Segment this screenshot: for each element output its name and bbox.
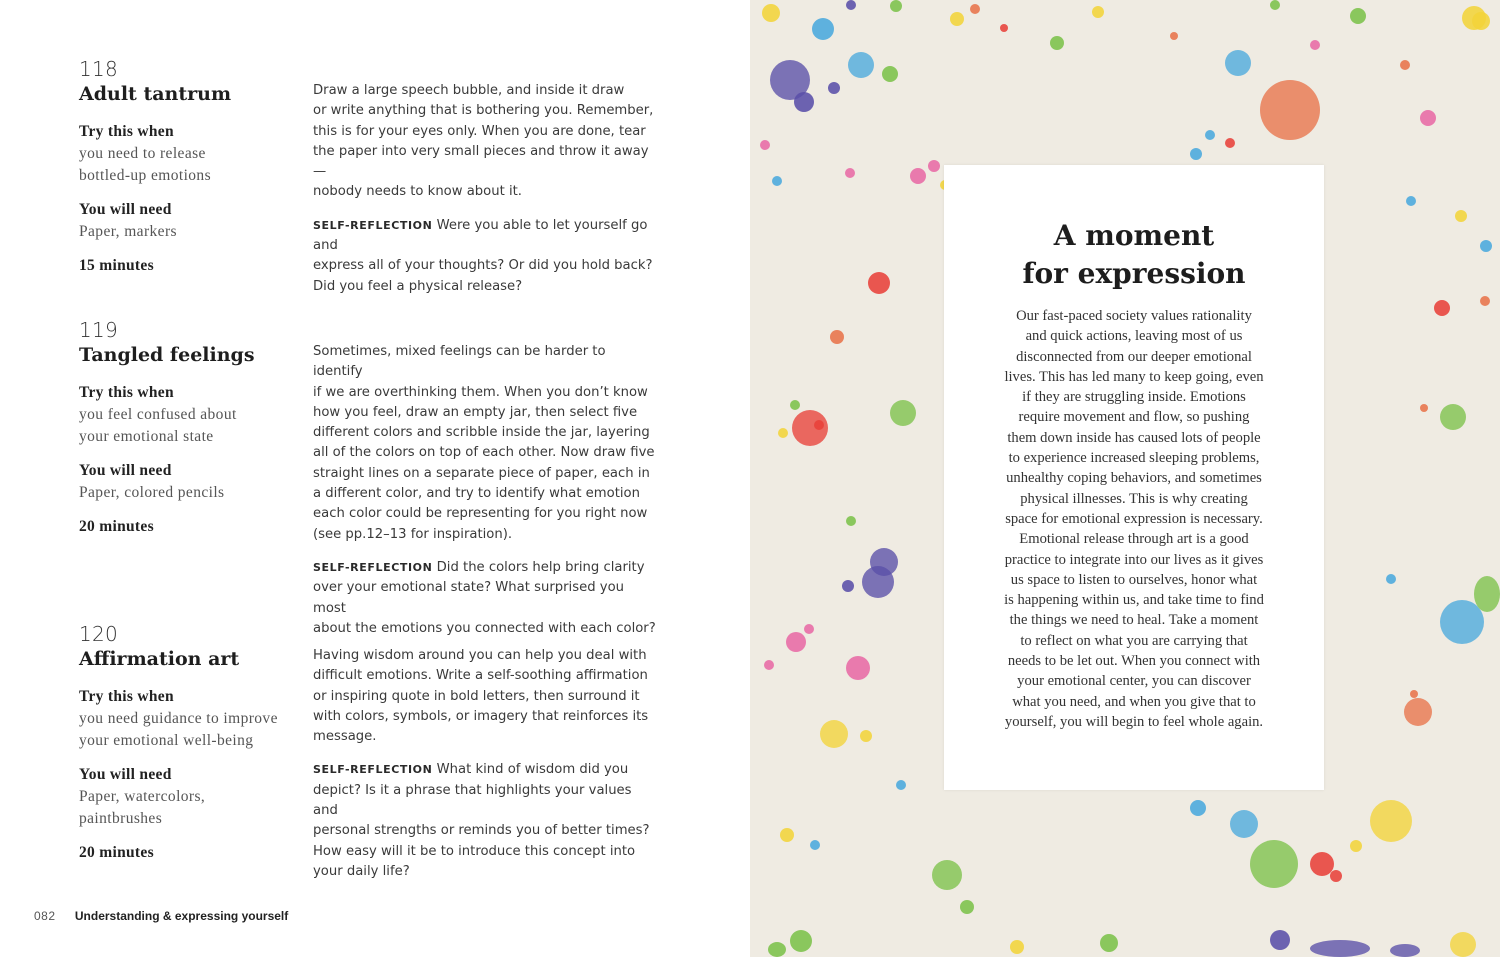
paint-splatter [1390, 944, 1420, 957]
paint-splatter [1000, 24, 1008, 32]
paint-splatter [1350, 840, 1362, 852]
paint-splatter [890, 0, 902, 12]
page-footer [34, 909, 288, 923]
desc-line: how you feel, draw an empty jar, then select five [313, 404, 638, 420]
paint-splatter [1434, 300, 1450, 316]
paint-splatter [790, 930, 812, 952]
reflection-line: Did you feel a physical release? [313, 278, 523, 294]
activity-meta [79, 686, 304, 864]
desc-line: Having wisdom around you can help you deal with [313, 648, 647, 663]
paint-splatter [845, 168, 855, 178]
paint-splatter [1270, 0, 1280, 10]
reflection-line: about the emotions you connected with each color? [313, 620, 656, 636]
time-required: 15 minutes [79, 257, 154, 274]
try-line: your emotional state [79, 428, 214, 445]
desc-line: Draw a large speech bubble, and inside it draw [313, 83, 625, 98]
paint-splatter [1420, 404, 1428, 412]
paint-splatter [846, 0, 856, 10]
paint-splatter [890, 400, 916, 426]
card-body-line: them down inside has caused lots of people [1007, 429, 1261, 446]
paint-splatter [970, 4, 980, 14]
paint-splatter [842, 580, 854, 592]
card-body [984, 306, 1284, 732]
card-body-line: to experience increased sleeping problems, [1008, 450, 1260, 467]
desc-line: the paper into very small pieces and throw it away— [313, 143, 649, 180]
paint-splatter [1100, 934, 1118, 952]
paint-splatter [932, 860, 962, 890]
paint-splatter [770, 60, 810, 100]
self-reflection-label: SELF-REFLECTION [313, 560, 433, 574]
feature-card [944, 165, 1324, 790]
try-label: Try this when [79, 123, 174, 140]
self-reflection [313, 216, 658, 297]
card-body-line: disconnected from our deeper emotional [1016, 348, 1252, 365]
paint-splatter [1455, 210, 1467, 222]
paint-splatter [846, 656, 870, 680]
try-line: bottled-up emotions [79, 167, 212, 184]
paint-splatter [848, 52, 874, 78]
paint-splatter [1420, 110, 1436, 126]
right-page [750, 0, 1500, 957]
card-title [944, 217, 1324, 293]
paint-splatter [910, 168, 926, 184]
desc-line: difficult emotions. Write a self-soothing affirmation [313, 668, 648, 684]
need-line: Paper, markers [79, 223, 177, 240]
paint-splatter [1230, 810, 1258, 838]
activity-meta [79, 121, 304, 277]
desc-line: each color could be representing for you right now [313, 506, 648, 522]
card-body-line: space for emotional expression is necessary. [1005, 510, 1263, 527]
time-required: 20 minutes [79, 518, 154, 535]
paint-splatter [772, 176, 782, 186]
need-label: You will need [79, 201, 172, 218]
paint-splatter [1260, 80, 1320, 140]
paint-splatter [786, 632, 806, 652]
card-body-line: practice to integrate into our lives as it gives [1004, 551, 1264, 568]
activity-title: Adult tantrum [79, 83, 232, 105]
try-label: Try this when [79, 688, 174, 705]
paint-splatter [762, 4, 780, 22]
paint-splatter [1440, 404, 1466, 430]
card-body-line: if they are struggling inside. Emotions [1022, 389, 1246, 406]
paint-splatter [812, 18, 834, 40]
card-body-line: what you need, and when you give that to [1012, 693, 1256, 710]
reflection-line: Did the colors help bring clarity [436, 559, 645, 575]
card-body-line: the things we need to heal. Take a moment [1009, 612, 1259, 629]
paint-splatter [768, 942, 786, 957]
reflection-line: depict? Is it a phrase that highlights your values and [313, 782, 632, 819]
reflection-line: Were you able to let yourself go and [313, 217, 648, 254]
card-body-line: to reflect on what you are carrying that [1020, 632, 1248, 649]
self-reflection [313, 760, 658, 882]
desc-line: or inspiring quote in bold letters, then surround it [313, 688, 640, 704]
card-body-line: unhealthy coping behaviors, and sometimes [1006, 470, 1262, 487]
reflection-line: over your emotional state? What surprised you most [313, 580, 624, 616]
try-line: you need to release [79, 145, 206, 162]
activity-number: 120 [79, 622, 119, 646]
paint-splatter [1225, 50, 1251, 76]
paint-splatter [828, 82, 840, 94]
desc-line: message. [313, 729, 377, 745]
paint-splatter [846, 516, 856, 526]
need-label: You will need [79, 462, 172, 479]
try-label: Try this when [79, 384, 174, 401]
paint-splatter [1404, 698, 1432, 726]
paint-splatter [810, 840, 820, 850]
paint-splatter [1310, 40, 1320, 50]
paint-splatter [1462, 6, 1486, 30]
paint-splatter [1190, 800, 1206, 816]
paint-splatter [830, 330, 844, 344]
desc-line: different colors and scribble inside the jar, layering [313, 425, 650, 441]
paint-splatter [780, 828, 794, 842]
paint-splatter [1386, 574, 1396, 584]
paint-splatter [1400, 60, 1410, 70]
card-body-line: your emotional center, you can discover [1017, 673, 1251, 690]
desc-line: nobody needs to know about it. [313, 184, 522, 200]
paint-splatter [1370, 800, 1412, 842]
paint-splatter [928, 160, 940, 172]
paint-splatter [1480, 240, 1492, 252]
desc-line: with colors, symbols, or imagery that reinforces its [313, 708, 649, 724]
desc-line: a different color, and try to identify what emotion [313, 486, 640, 502]
try-line: you feel confused about [79, 406, 237, 423]
paint-splatter [882, 66, 898, 82]
card-body-line: Our fast-paced society values rationality [1016, 308, 1252, 324]
page-number: 082 [34, 909, 56, 923]
paint-splatter [1350, 8, 1366, 24]
paint-splatter [960, 900, 974, 914]
need-label: You will need [79, 766, 172, 783]
activity-description [313, 81, 658, 310]
paint-splatter [1190, 148, 1202, 160]
card-body-line: yourself, you will begin to feel whole again. [1004, 713, 1264, 730]
reflection-line: express all of your thoughts? Or did you hold back? [313, 258, 653, 274]
paint-splatter [1480, 296, 1490, 306]
card-body-line: lives. This has led many to keep going, even [1004, 368, 1264, 385]
activity-number: 118 [79, 57, 119, 81]
paint-splatter [1225, 138, 1235, 148]
reflection-line: your daily life? [313, 863, 410, 879]
self-reflection-label: SELF-REFLECTION [313, 763, 433, 777]
paint-splatter [764, 660, 774, 670]
desc-line: Sometimes, mixed feelings can be harder to identify [313, 344, 606, 380]
paint-splatter [1050, 36, 1064, 50]
section-title: Understanding & expressing yourself [74, 909, 289, 923]
activity-title: Affirmation art [79, 648, 240, 670]
activity-title: Tangled feelings [79, 344, 255, 366]
paint-splatter [1450, 932, 1476, 957]
desc-line: straight lines on a separate piece of paper, each in [313, 465, 650, 481]
paint-splatter [1310, 940, 1370, 957]
paint-splatter [1010, 940, 1024, 954]
card-body-line: Emotional release through art is a good [1019, 531, 1249, 548]
try-line: you need guidance to improve [79, 710, 278, 727]
reflection-line: What kind of wisdom did you [436, 762, 629, 778]
desc-line: if we are overthinking them. When you don’t know [313, 384, 648, 400]
card-body-line: needs to be let out. When you connect with [1007, 653, 1261, 670]
reflection-line: How easy will it be to introduce this concept into [313, 843, 636, 859]
need-line: Paper, watercolors, [79, 788, 206, 805]
card-body-line: is happening within us, and take time to find [1004, 592, 1264, 609]
desc-line: this is for your eyes only. When you are done, tear [313, 123, 646, 139]
card-title-line: A moment [1053, 219, 1215, 252]
card-title-line: for expression [1022, 257, 1246, 290]
card-body-line: us space to listen to ourselves, honor what [1010, 571, 1258, 588]
desc-line: (see pp.12–13 for inspiration). [313, 526, 513, 542]
activity-meta [79, 382, 304, 538]
paint-splatter [820, 720, 848, 748]
card-body-line: require movement and flow, so pushing [1018, 409, 1250, 426]
card-body-line: and quick actions, leaving most of us [1025, 328, 1243, 345]
paint-splatter [804, 624, 814, 634]
desc-line: all of the colors on top of each other. Now draw five [313, 445, 655, 461]
self-reflection-label: SELF-REFLECTION [313, 218, 433, 232]
paint-splatter [870, 548, 898, 576]
paint-splatter [814, 420, 824, 430]
paint-splatter [1474, 576, 1500, 612]
paint-splatter [760, 140, 770, 150]
paint-splatter [1170, 32, 1178, 40]
paint-splatter [1205, 130, 1215, 140]
try-line: your emotional well-being [79, 732, 254, 749]
paint-splatter [896, 780, 906, 790]
paint-splatter [778, 428, 788, 438]
activity-number: 119 [79, 318, 119, 342]
card-body-line: physical illnesses. This is why creating [1020, 490, 1248, 507]
paint-splatter [790, 400, 800, 410]
paint-splatter [1410, 690, 1418, 698]
paint-splatter [1250, 840, 1298, 888]
time-required: 20 minutes [79, 844, 154, 861]
paint-splatter [1406, 196, 1416, 206]
self-reflection [313, 558, 658, 639]
paint-splatter [1270, 930, 1290, 950]
activity-description [313, 646, 658, 895]
paint-splatter [868, 272, 890, 294]
paint-splatter [1330, 870, 1342, 882]
reflection-line: personal strengths or reminds you of better times? [313, 823, 650, 839]
need-line: Paper, colored pencils [79, 484, 225, 501]
need-line: paintbrushes [79, 810, 163, 827]
paint-splatter [860, 730, 872, 742]
activity-description [313, 342, 658, 652]
paint-splatter [950, 12, 964, 26]
paint-splatter [1092, 6, 1104, 18]
desc-line: or write anything that is bothering you. Remember, [313, 103, 654, 119]
